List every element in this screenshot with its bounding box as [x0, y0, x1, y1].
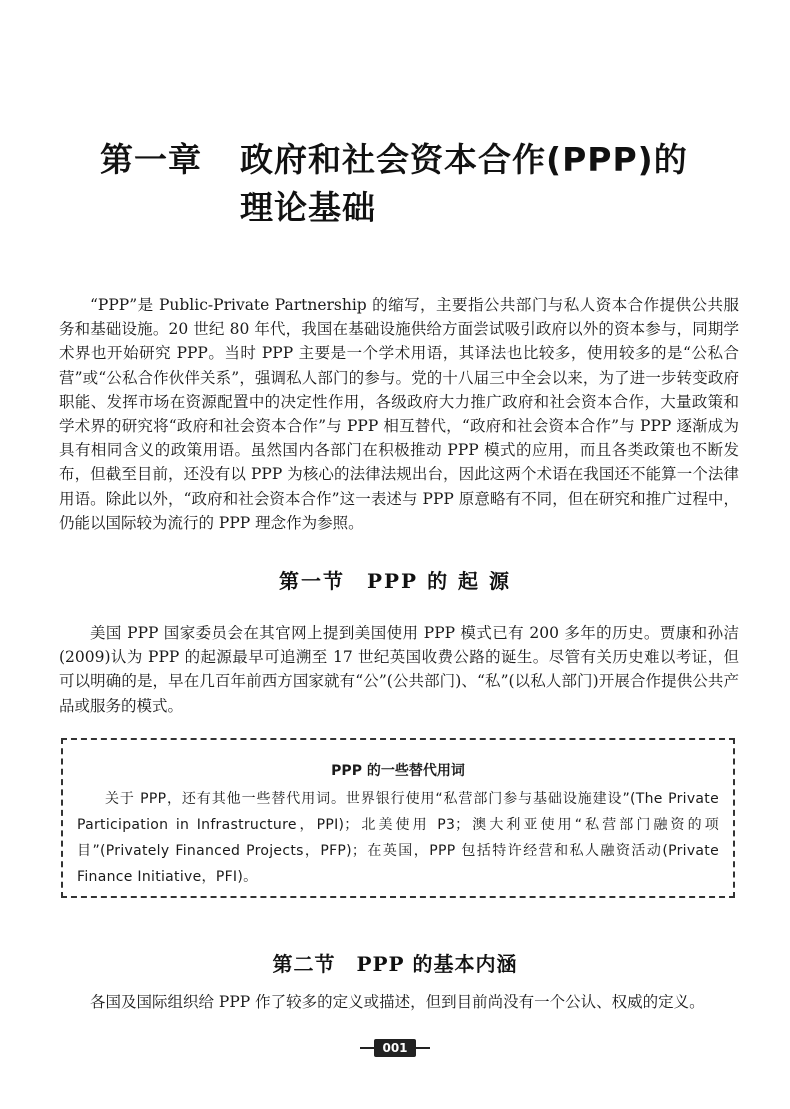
chapter-title-line2: 理论基础 [240, 188, 376, 227]
chapter-title [100, 136, 750, 232]
section2-paragraph: 各国及国际组织给 PPP 作了较多的定义或描述，但到目前尚没有一个公认、权威的定义。 [90, 993, 705, 1011]
chapter-number: 第一章 [100, 140, 202, 179]
page-number-rule-right [416, 1047, 430, 1049]
note-box [61, 738, 735, 898]
page-number-label: 001 [374, 1039, 416, 1057]
page-number-rule-left [360, 1047, 374, 1049]
section1-title: 第一节 PPP 的 起 源 [278, 569, 511, 593]
intro-paragraph: “PPP”是 Public-Private Partnership 的缩写，主要指公共部门与私人资本合作提供公共服务和基础设施。20 世纪 80 年代，我国在基础设施供给方面尝试吸引政府以外的资本参与，同期学术界也开始研究 PPP。当时 PPP 主要是一个学术用语，其译法也比较多，使用较多的是“公私合营”或“公私合作伙伴关系”，强调私人部门的参与。党的十八届三中全会以来，为了进一步转变政府职能、发挥市场在资源配置中的决定性作用，各级政府大力推广政府和社会资本合作，大量政策和学术界的研究将“政府和社会资本合作”与 PPP 相互替代，“政府和社会资本合作”与 PPP 逐渐成为具有相同含义的政策用语。虽然国内各部门在积极推动 PPP 模式的应用，而且各类政策也不断发布，但截至目前，还没有以 PPP 为核心的法律法规出台，因此这两个术语在我国还不能算一个法律用语。除此以外，“政府和社会资本合作”这一表述与 PPP 原意略有不同，但在研究和推广过程中，仍能以国际较为流行的 PPP 理念作为参照。 [59, 296, 739, 532]
page-number [360, 1039, 430, 1057]
chapter-title-text: 政府和社会资本合作(PPP)的 [240, 140, 688, 179]
note-box-body: 关于 PPP，还有其他一些替代用词。世界银行使用“私营部门参与基础设施建设”(The Private Participation in Infrastructure，PPI)；北美使用 P3；澳大利亚使用“私营部门融资的项目”(Privately Financed Projects，PFP)；在英国，PPP 包括特许经营和私人融资活动(Private Finance Initiative，PFI)。 [77, 791, 719, 885]
section2-title: 第二节 PPP 的基本内涵 [272, 952, 518, 976]
note-box-title: PPP 的一些替代用词 [331, 763, 465, 779]
chapter-title-line1 [100, 136, 750, 184]
section1-paragraph: 美国 PPP 国家委员会在其官网上提到美国使用 PPP 模式已有 200 多年的历史。贾康和孙洁(2009)认为 PPP 的起源最早可追溯至 17 世纪英国收费公路的诞生。尽管有关历史难以考证，但可以明确的是，早在几百年前西方国家就有“公”(公共部门)、“私”(以私人部门)开展合作提供公共产品或服务的模式。 [59, 624, 739, 715]
